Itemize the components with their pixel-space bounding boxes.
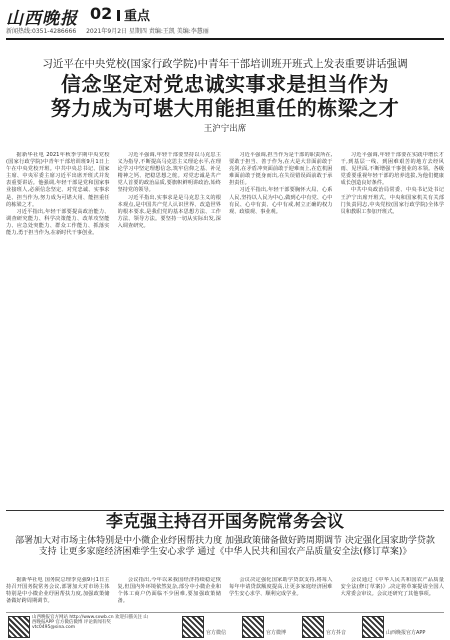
masthead-logo: 山西晚报: [6, 9, 78, 29]
paragraph: 据新华社电 国务院总理李克强9月1日主持召开国务院常务会议,部署加大对市场主体特别是中小微企业纾困帮扶力度,加强政策储备做好跨周期调节。: [6, 577, 110, 605]
qr-label: 官方抖音: [326, 630, 347, 636]
qr-label: 官方微博: [266, 630, 287, 636]
qr-label: 山西晚报官方APP: [386, 630, 426, 636]
douyin-qr-icon: [302, 616, 324, 638]
app-download-qr-icon: [362, 616, 384, 638]
date-editors: 2021年9月2日 星期四 责编:王凯 美编:李慧丽: [86, 28, 209, 35]
article2-subhead: 部署加大对市场主体特别是中小微企业纾困帮扶力度 加强政策储备做好跨周期调节 决定强化国家助学贷款支持 让更多家庭经济困难学生安心求学 通过《中华人民共和国农产品质量安全法(修订草案)》: [15, 536, 435, 557]
article2-column: [6, 577, 110, 611]
paragraph: 习近平强调,担当作为是干部的职责所在,要敢于担当、善于作为,在大是大非面前敢于亮剑,在矛盾冲突面前敢于迎难而上,在危机困难面前敢于挺身而出,在失误错误面前敢于承担责任。: [229, 152, 333, 187]
paragraph: 习近平强调,年轻干部要在实践中增长才干,到基层一线、到困难艰苦的地方去经风雨、见世面,不断增强干事创业的本领。各级党委要重视年轻干部的培养选拔,为他们健康成长创造良好条件。: [340, 152, 444, 187]
paragraph: 习近平指出,实事求是是马克思主义的根本观点,是中国共产党人认识世界、改造世界的根本要求,是我们党的基本思想方法、工作方法、领导方法。要坚持一切从实际出发,深入调查研究。: [117, 194, 221, 229]
article1-column: [6, 152, 110, 506]
header-rule: [6, 38, 444, 40]
article2-column: [118, 577, 222, 611]
article2-column: [229, 577, 333, 611]
paragraph: 习近平指出,年轻干部要胸怀大局、心系人民,坚持以人民为中心,做到心中有党、心中有民、心中有责、心中有戒,树立正确的权力观、政绩观、事业观。: [229, 187, 333, 215]
article2-body: [6, 577, 444, 611]
article1-overline: 习近平在中央党校(国家行政学院)中青年干部培训班开班式上发表重要讲话强调: [42, 58, 408, 70]
paragraph: 会议指出,今年以来我国经济持续稳定恢复,但国内外环境依然复杂,部分中小微企业和个体工商户仍面临不少困难,要加强政策储备。: [117, 577, 221, 605]
footer-app-text: 山西晚报官方网站 http://www.sxwb.cn 欢迎扫描关注 山西晚报APP 官方微信微博 评论新闻有奖 vtc0495@sina.com: [32, 615, 148, 631]
paragraph: 会议决定强化国家助学贷款支持,将每人每年申请贷款额度提高,让更多家庭经济困难学生安心求学、顺利完成学业。: [229, 577, 333, 598]
article1-column: [229, 152, 333, 506]
app-qr-icon: [8, 616, 30, 638]
headline-line-1: 信念坚定对党忠诚实事求是担当作为: [61, 72, 389, 96]
paragraph: 会议通过《中华人民共和国农产品质量安全法(修订草案)》,决定将草案提请全国人大常委会审议。会议还研究了其他事项。: [340, 577, 444, 598]
page-number: 02: [90, 4, 113, 23]
section-title: 重点: [117, 5, 150, 24]
article2-column: [341, 577, 445, 611]
article1-byline: 王沪宁出席: [203, 124, 247, 134]
page-footer: [6, 612, 444, 639]
qr-label: 官方微信: [206, 630, 227, 636]
hotline: 新闻热线:0351-4286666: [6, 28, 77, 35]
weibo-qr-icon: [242, 616, 264, 638]
article1-column: [341, 152, 445, 506]
paragraph: 习近平指出,年轻干部要提高政治能力、调查研究能力、科学决策能力、改革攻坚能力、应急处突能力、群众工作能力、抓落实能力,勇于担当作为,在新时代干事创业。: [6, 208, 110, 237]
paragraph: 据新华社电 2021年秋季学期中央党校(国家行政学院)中青年干部培训班9月1日上午在中央党校开班。中共中央总书记、国家主席、中央军委主席习近平出席开班式并发表重要讲话。他强调,年轻干部是党和国家事业接班人,必须信念坚定、对党忠诚、实事求是、担当作为,努力成为可堪大用、能担重任的栋梁之才。: [6, 152, 110, 208]
header-meta: [6, 26, 217, 35]
headline-line-2: 努力成为可堪大用能担重任的栋梁之才: [50, 96, 400, 120]
article1-body: [6, 152, 444, 506]
paragraph: 中共中央政治局常委、中央书记处书记王沪宁出席开班式。中央和国家机关有关部门负责同志,中央党校(国家行政学院)全体学员和教职工参加开班式。: [340, 187, 444, 215]
wechat-qr-icon: [182, 616, 204, 638]
page-header: [6, 4, 444, 38]
article1-headline: [6, 72, 444, 120]
article2-headline: 李克强主持召开国务院常务会议: [106, 512, 344, 532]
paragraph: 习近平强调,年轻干部要坚持以马克思主义为指导,不断提高马克思主义理论水平,在理论学习中坚定理想信念,筑牢信仰之基、补足精神之钙、把稳思想之舵。对党忠诚是共产党人首要的政治品质,要旗帜鲜明讲政治,始终坚持党的领导。: [117, 152, 221, 194]
article1-column: [118, 152, 222, 506]
